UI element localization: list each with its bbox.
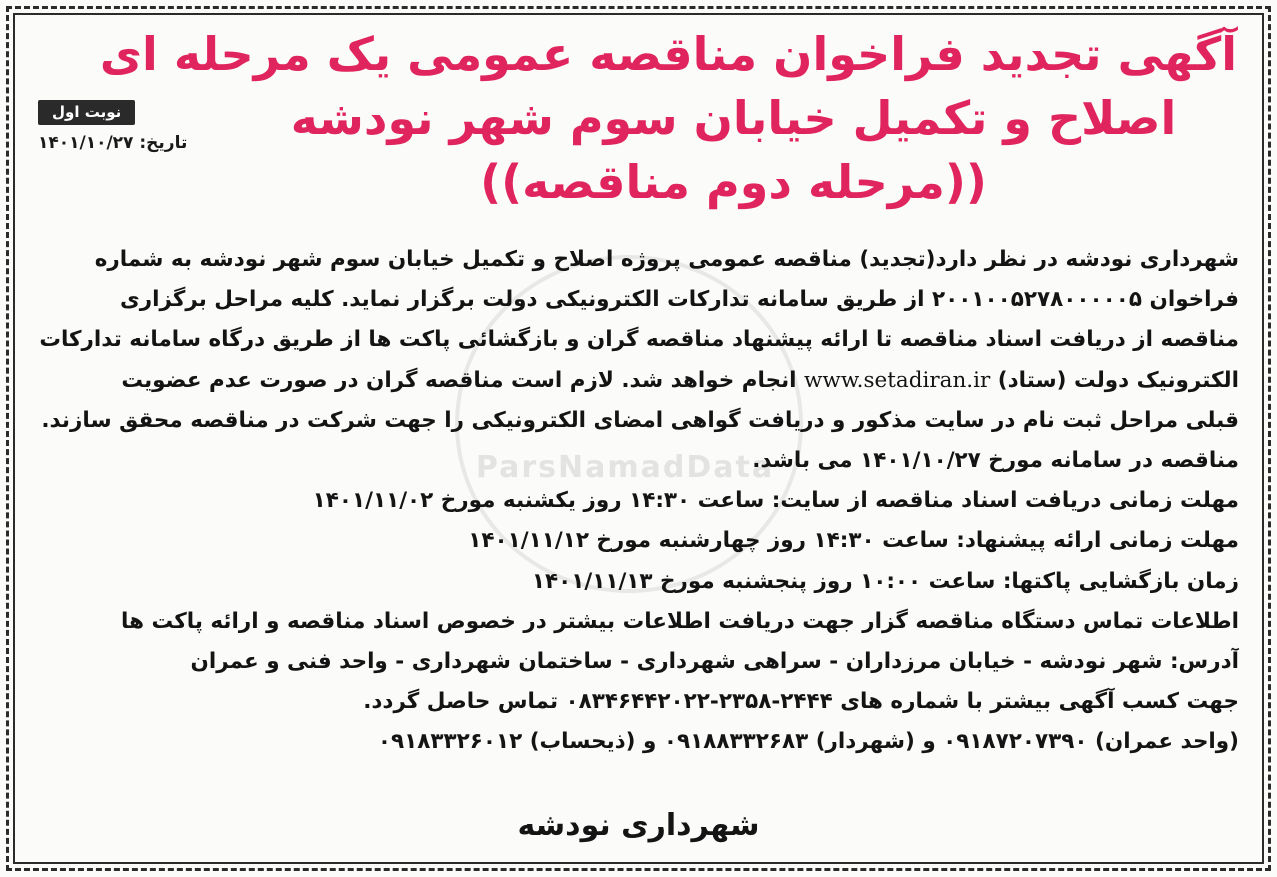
notice-body [38, 240, 1239, 763]
title-line-2: اصلاح و تکمیل خیابان سوم شهر نودشه [290, 91, 1177, 145]
body-line-6: مناقصه در سامانه مورخ ۱۴۰۱/۱۰/۲۷ می باشد. [752, 448, 1239, 474]
mobile-numbers-line: (واحد عمران) ۰۹۱۸۷۲۰۷۳۹۰ و (شهردار) ۰۹۱۸۸۳۳۲۶۸۳ و (ذیحساب) ۰۹۱۸۳۳۲۶۰۱۲ [377, 729, 1239, 755]
body-line-2: فراخوان ۲۰۰۱۰۰۵۲۷۸۰۰۰۰۰۵ از طریق سامانه تدارکات الکترونیکی دولت برگزار نماید. کلیه مراحل برگزاری [120, 287, 1239, 313]
publication-date: تاریخ: ۱۴۰۱/۱۰/۲۷ [38, 133, 188, 153]
bid-deadline-line: مهلت زمانی ارائه پیشنهاد: ساعت ۱۴:۳۰ روز چهارشنبه مورخ ۱۴۰۱/۱۱/۱۲ [468, 528, 1239, 554]
body-line-1: شهرداری نودشه در نظر دارد(تجدید) مناقصه عمومی پروژه اصلاح و تکمیل خیابان سوم شهر نودشه به شماره [94, 247, 1239, 272]
phone-line: جهت کسب آگهی بیشتر با شماره های ۲۴۴۴-۲۳۵۸-۰۸۳۴۶۴۴۲۰۲۲ تماس حاصل گردد. [363, 689, 1239, 715]
body-line-4 [38, 361, 1239, 401]
setadiran-link[interactable]: www.setadiran.ir [804, 367, 991, 393]
body-line-5: قبلی مراحل ثبت نام در سایت مذکور و دریافت گواهی امضای الکترونیکی را جهت شرکت در مناقصه محقق سازند. [41, 407, 1239, 433]
body-line-4-end: انجام خواهد شد. لازم است مناقصه گران در صورت عدم عضویت [121, 367, 805, 393]
address-line: آدرس: شهر نودشه - خیابان مرزداران - سراهی شهرداری - ساختمان شهرداری - واحد فنی و عمران [190, 649, 1239, 675]
signature: شهرداری نودشه [517, 808, 760, 843]
publication-info [38, 100, 218, 153]
body-line-4-start: الکترونیک دولت (ستاد) [990, 367, 1239, 393]
doc-deadline-line: مهلت زمانی دریافت اسناد مناقصه از سایت: ساعت ۱۴:۳۰ روز یکشنبه مورخ ۱۴۰۱/۱۱/۰۲ [312, 488, 1239, 514]
contact-info-line: اطلاعات تماس دستگاه مناقصه گزار جهت دریافت اطلاعات بیشتر در خصوص اسناد مناقصه و ارائه پاکت ها [121, 608, 1239, 634]
opening-time-line: زمان بازگشایی پاکتها: ساعت ۱۰:۰۰ روز پنجشنبه مورخ ۱۴۰۱/۱۱/۱۳ [531, 568, 1239, 594]
title-line-1: آگهی تجدید فراخوان مناقصه عمومی یک مرحله ای [99, 27, 1237, 81]
watermark-text: ParsNamadData [475, 450, 775, 485]
body-line-3: مناقصه از دریافت اسناد مناقصه تا ارائه پیشنهاد مناقصه گران و بازگشائی پاکت ها از طریق درگاه سامانه تدارکات [39, 327, 1239, 353]
round-badge: نوبت اول [38, 100, 135, 125]
title-line-3: ((مرحله دوم مناقصه)) [480, 155, 987, 209]
